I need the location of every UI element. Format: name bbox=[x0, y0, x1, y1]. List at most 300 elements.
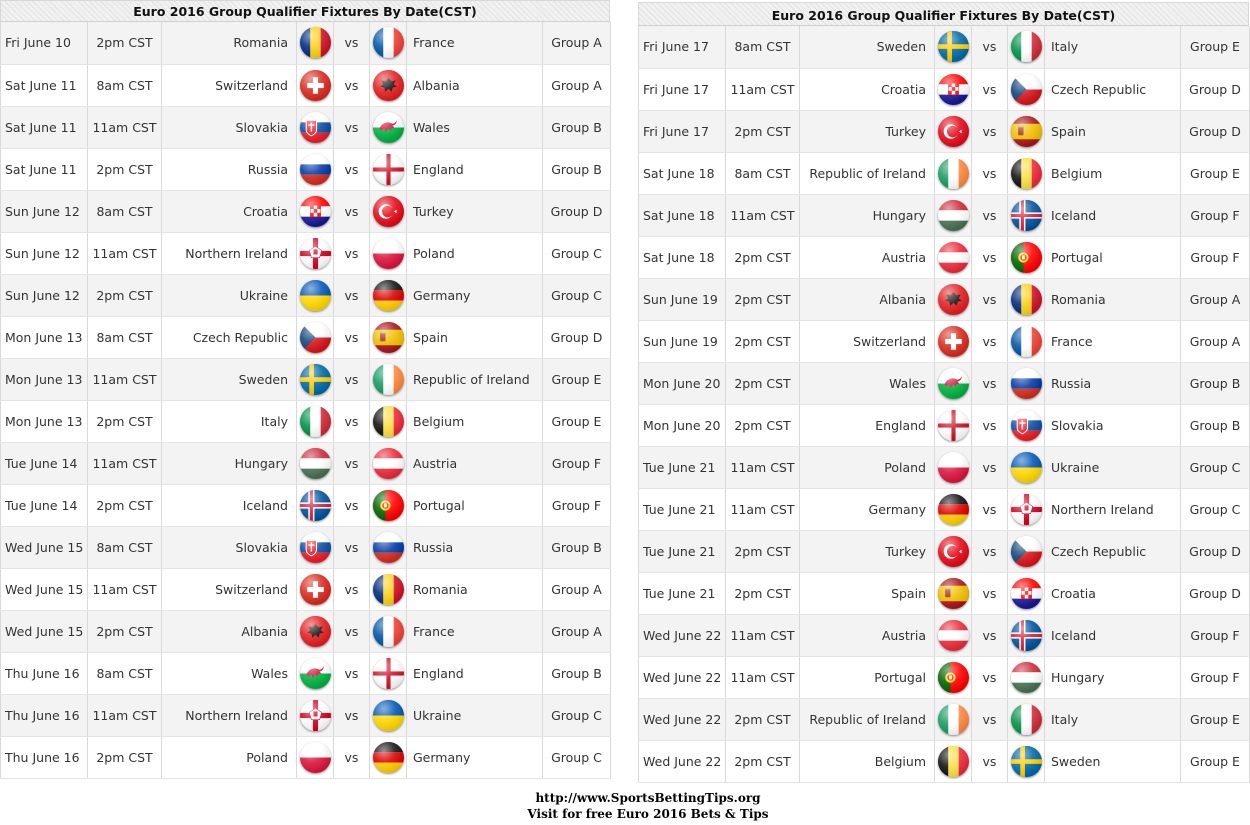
home-flag-cell bbox=[935, 152, 972, 194]
kickoff-time: 11am CST bbox=[88, 694, 162, 736]
czech-republic-flag-icon bbox=[300, 322, 331, 353]
home-flag-cell bbox=[935, 320, 972, 362]
away-flag-cell bbox=[370, 652, 407, 694]
sweden-flag-icon bbox=[1011, 746, 1042, 777]
match-date: Mon June 20 bbox=[639, 362, 726, 404]
versus-label: vs bbox=[334, 694, 370, 736]
hungary-flag-icon bbox=[938, 200, 969, 231]
away-flag-cell bbox=[1008, 404, 1045, 446]
fixture-row bbox=[639, 68, 1250, 110]
group-label: Group A bbox=[543, 568, 611, 610]
away-team-name: Italy bbox=[1045, 26, 1181, 68]
home-team-name: Spain bbox=[800, 572, 935, 614]
italy-flag-icon bbox=[300, 406, 331, 437]
away-team-name: Romania bbox=[407, 568, 543, 610]
home-flag-cell bbox=[935, 614, 972, 656]
fixture-row bbox=[1, 652, 611, 694]
match-date: Fri June 17 bbox=[639, 110, 726, 152]
slovakia-flag-icon bbox=[300, 532, 331, 563]
versus-label: vs bbox=[334, 736, 370, 778]
match-date: Tue June 21 bbox=[639, 530, 726, 572]
match-date: Fri June 10 bbox=[1, 22, 88, 64]
kickoff-time: 11am CST bbox=[726, 446, 800, 488]
group-label: Group C bbox=[1181, 446, 1250, 488]
away-team-name: France bbox=[407, 22, 543, 64]
away-flag-cell bbox=[1008, 236, 1045, 278]
kickoff-time: 2pm CST bbox=[88, 484, 162, 526]
away-flag-cell bbox=[370, 106, 407, 148]
home-team-name: Northern Ireland bbox=[162, 694, 297, 736]
group-label: Group D bbox=[1181, 572, 1250, 614]
home-flag-cell bbox=[297, 442, 334, 484]
northern-ireland-flag-icon bbox=[300, 238, 331, 269]
away-flag-cell bbox=[1008, 446, 1045, 488]
home-flag-cell bbox=[935, 362, 972, 404]
austria-flag-icon bbox=[938, 620, 969, 651]
match-date: Wed June 22 bbox=[639, 656, 726, 698]
group-label: Group F bbox=[1181, 194, 1250, 236]
fixture-row bbox=[639, 110, 1250, 152]
kickoff-time: 11am CST bbox=[726, 656, 800, 698]
group-label: Group B bbox=[543, 526, 611, 568]
home-flag-cell bbox=[935, 26, 972, 68]
poland-flag-icon bbox=[300, 742, 331, 773]
switzerland-flag-icon bbox=[300, 70, 331, 101]
footer-tagline: Visit for free Euro 2016 Bets & Tips bbox=[527, 807, 769, 821]
belgium-flag-icon bbox=[938, 746, 969, 777]
home-flag-cell bbox=[297, 736, 334, 778]
home-flag-cell bbox=[297, 694, 334, 736]
away-team-name: Iceland bbox=[1045, 194, 1181, 236]
away-flag-cell bbox=[370, 400, 407, 442]
match-date: Sat June 11 bbox=[1, 106, 88, 148]
italy-flag-icon bbox=[1011, 704, 1042, 735]
portugal-flag-icon bbox=[1011, 242, 1042, 273]
versus-label: vs bbox=[972, 740, 1008, 782]
versus-label: vs bbox=[972, 698, 1008, 740]
ukraine-flag-icon bbox=[373, 700, 404, 731]
footer-url-link[interactable]: http://www.SportsBettingTips.org bbox=[535, 791, 761, 805]
belgium-flag-icon bbox=[373, 406, 404, 437]
away-team-name: Slovakia bbox=[1045, 404, 1181, 446]
versus-label: vs bbox=[334, 610, 370, 652]
home-flag-cell bbox=[297, 610, 334, 652]
away-flag-cell bbox=[1008, 362, 1045, 404]
fixtures-table bbox=[0, 22, 611, 779]
match-date: Wed June 22 bbox=[639, 698, 726, 740]
sweden-flag-icon bbox=[300, 364, 331, 395]
kickoff-time: 11am CST bbox=[88, 106, 162, 148]
away-team-name: Spain bbox=[1045, 110, 1181, 152]
versus-label: vs bbox=[334, 64, 370, 106]
austria-flag-icon bbox=[373, 448, 404, 479]
away-flag-cell bbox=[370, 484, 407, 526]
group-label: Group B bbox=[1181, 404, 1250, 446]
versus-label: vs bbox=[972, 488, 1008, 530]
away-flag-cell bbox=[370, 22, 407, 64]
match-date: Mon June 13 bbox=[1, 358, 88, 400]
away-team-name: Republic of Ireland bbox=[407, 358, 543, 400]
away-team-name: Iceland bbox=[1045, 614, 1181, 656]
away-flag-cell bbox=[1008, 194, 1045, 236]
turkey-flag-icon bbox=[938, 536, 969, 567]
home-team-name: Turkey bbox=[800, 530, 935, 572]
versus-label: vs bbox=[334, 568, 370, 610]
home-team-name: Albania bbox=[800, 278, 935, 320]
match-date: Wed June 22 bbox=[639, 614, 726, 656]
home-team-name: Sweden bbox=[800, 26, 935, 68]
home-flag-cell bbox=[297, 316, 334, 358]
home-team-name: Switzerland bbox=[800, 320, 935, 362]
switzerland-flag-icon bbox=[300, 574, 331, 605]
away-team-name: Austria bbox=[407, 442, 543, 484]
group-label: Group C bbox=[543, 274, 611, 316]
czech-republic-flag-icon bbox=[1011, 74, 1042, 105]
group-label: Group A bbox=[1181, 320, 1250, 362]
germany-flag-icon bbox=[373, 742, 404, 773]
group-label: Group A bbox=[543, 64, 611, 106]
home-flag-cell bbox=[297, 64, 334, 106]
away-flag-cell bbox=[370, 736, 407, 778]
fixture-row bbox=[1, 400, 611, 442]
home-flag-cell bbox=[297, 568, 334, 610]
match-date: Mon June 13 bbox=[1, 400, 88, 442]
home-flag-cell bbox=[297, 106, 334, 148]
match-date: Wed June 15 bbox=[1, 568, 88, 610]
away-flag-cell bbox=[1008, 152, 1045, 194]
iceland-flag-icon bbox=[1011, 620, 1042, 651]
germany-flag-icon bbox=[938, 494, 969, 525]
fixture-row bbox=[1, 274, 611, 316]
russia-flag-icon bbox=[300, 154, 331, 185]
kickoff-time: 2pm CST bbox=[726, 740, 800, 782]
iceland-flag-icon bbox=[1011, 200, 1042, 231]
france-flag-icon bbox=[1011, 326, 1042, 357]
group-label: Group B bbox=[543, 652, 611, 694]
home-flag-cell bbox=[935, 446, 972, 488]
match-date: Sun June 19 bbox=[639, 278, 726, 320]
group-label: Group A bbox=[1181, 278, 1250, 320]
kickoff-time: 8am CST bbox=[88, 526, 162, 568]
match-date: Thu June 16 bbox=[1, 694, 88, 736]
fixture-row bbox=[1, 526, 611, 568]
fixture-row bbox=[1, 22, 611, 64]
fixtures-table bbox=[638, 26, 1250, 783]
home-flag-cell bbox=[297, 22, 334, 64]
group-label: Group E bbox=[1181, 740, 1250, 782]
albania-flag-icon bbox=[373, 70, 404, 101]
panel-title: Euro 2016 Group Qualifier Fixtures By Date(CST) bbox=[638, 2, 1249, 26]
home-flag-cell bbox=[935, 68, 972, 110]
versus-label: vs bbox=[972, 194, 1008, 236]
fixture-row bbox=[1, 106, 611, 148]
match-date: Sat June 18 bbox=[639, 194, 726, 236]
match-date: Tue June 14 bbox=[1, 484, 88, 526]
kickoff-time: 8am CST bbox=[726, 26, 800, 68]
fixture-row bbox=[639, 26, 1250, 68]
group-label: Group F bbox=[1181, 236, 1250, 278]
kickoff-time: 8am CST bbox=[726, 152, 800, 194]
home-team-name: Poland bbox=[800, 446, 935, 488]
away-team-name: Sweden bbox=[1045, 740, 1181, 782]
home-flag-cell bbox=[297, 358, 334, 400]
away-team-name: Italy bbox=[1045, 698, 1181, 740]
albania-flag-icon bbox=[938, 284, 969, 315]
home-flag-cell bbox=[297, 652, 334, 694]
away-team-name: Germany bbox=[407, 736, 543, 778]
group-label: Group D bbox=[543, 190, 611, 232]
northern-ireland-flag-icon bbox=[1011, 494, 1042, 525]
fixtures-panel-right bbox=[638, 2, 1249, 783]
group-label: Group E bbox=[543, 400, 611, 442]
match-date: Tue June 21 bbox=[639, 488, 726, 530]
away-team-name: Northern Ireland bbox=[1045, 488, 1181, 530]
croatia-flag-icon bbox=[938, 74, 969, 105]
away-team-name: England bbox=[407, 148, 543, 190]
fixture-row bbox=[1, 190, 611, 232]
match-date: Wed June 15 bbox=[1, 526, 88, 568]
home-team-name: Poland bbox=[162, 736, 297, 778]
kickoff-time: 2pm CST bbox=[726, 320, 800, 362]
home-flag-cell bbox=[935, 236, 972, 278]
match-date: Mon June 13 bbox=[1, 316, 88, 358]
versus-label: vs bbox=[972, 110, 1008, 152]
home-team-name: Portugal bbox=[800, 656, 935, 698]
fixture-row bbox=[1, 316, 611, 358]
kickoff-time: 2pm CST bbox=[88, 148, 162, 190]
match-date: Sun June 19 bbox=[639, 320, 726, 362]
kickoff-time: 8am CST bbox=[88, 652, 162, 694]
away-flag-cell bbox=[370, 526, 407, 568]
group-label: Group D bbox=[1181, 530, 1250, 572]
versus-label: vs bbox=[334, 484, 370, 526]
kickoff-time: 2pm CST bbox=[88, 22, 162, 64]
home-team-name: England bbox=[800, 404, 935, 446]
versus-label: vs bbox=[334, 526, 370, 568]
match-date: Thu June 16 bbox=[1, 736, 88, 778]
kickoff-time: 2pm CST bbox=[726, 404, 800, 446]
fixture-row bbox=[639, 656, 1250, 698]
away-team-name: Ukraine bbox=[407, 694, 543, 736]
versus-label: vs bbox=[334, 22, 370, 64]
away-team-name: Russia bbox=[407, 526, 543, 568]
group-label: Group C bbox=[543, 736, 611, 778]
group-label: Group F bbox=[543, 442, 611, 484]
versus-label: vs bbox=[334, 442, 370, 484]
home-team-name: Iceland bbox=[162, 484, 297, 526]
portugal-flag-icon bbox=[938, 662, 969, 693]
versus-label: vs bbox=[334, 232, 370, 274]
fixture-row bbox=[1, 442, 611, 484]
fixtures-panel-left bbox=[0, 0, 610, 779]
away-team-name: England bbox=[407, 652, 543, 694]
versus-label: vs bbox=[334, 106, 370, 148]
group-label: Group D bbox=[1181, 68, 1250, 110]
fixture-row bbox=[639, 572, 1250, 614]
versus-label: vs bbox=[972, 278, 1008, 320]
match-date: Thu June 16 bbox=[1, 652, 88, 694]
home-team-name: Switzerland bbox=[162, 568, 297, 610]
kickoff-time: 8am CST bbox=[88, 316, 162, 358]
kickoff-time: 11am CST bbox=[726, 194, 800, 236]
away-team-name: Russia bbox=[1045, 362, 1181, 404]
france-flag-icon bbox=[373, 27, 404, 58]
home-team-name: Turkey bbox=[800, 110, 935, 152]
fixture-row bbox=[1, 736, 611, 778]
group-label: Group F bbox=[1181, 656, 1250, 698]
match-date: Wed June 15 bbox=[1, 610, 88, 652]
versus-label: vs bbox=[972, 404, 1008, 446]
kickoff-time: 2pm CST bbox=[88, 610, 162, 652]
fixture-row bbox=[639, 530, 1250, 572]
slovakia-flag-icon bbox=[300, 112, 331, 143]
kickoff-time: 2pm CST bbox=[726, 530, 800, 572]
home-flag-cell bbox=[935, 656, 972, 698]
away-team-name: Czech Republic bbox=[1045, 530, 1181, 572]
wales-flag-icon bbox=[300, 658, 331, 689]
group-label: Group B bbox=[543, 148, 611, 190]
england-flag-icon bbox=[373, 658, 404, 689]
russia-flag-icon bbox=[1011, 368, 1042, 399]
russia-flag-icon bbox=[373, 532, 404, 563]
away-flag-cell bbox=[1008, 26, 1045, 68]
home-flag-cell bbox=[297, 400, 334, 442]
kickoff-time: 2pm CST bbox=[726, 362, 800, 404]
away-team-name: Belgium bbox=[1045, 152, 1181, 194]
kickoff-time: 2pm CST bbox=[726, 278, 800, 320]
home-flag-cell bbox=[935, 194, 972, 236]
northern-ireland-flag-icon bbox=[300, 700, 331, 731]
away-team-name: Hungary bbox=[1045, 656, 1181, 698]
away-team-name: Croatia bbox=[1045, 572, 1181, 614]
home-team-name: Czech Republic bbox=[162, 316, 297, 358]
away-team-name: Wales bbox=[407, 106, 543, 148]
away-flag-cell bbox=[1008, 530, 1045, 572]
fixture-row bbox=[639, 194, 1250, 236]
fixture-row bbox=[1, 358, 611, 400]
group-label: Group C bbox=[543, 694, 611, 736]
home-flag-cell bbox=[297, 526, 334, 568]
fixture-row bbox=[1, 148, 611, 190]
versus-label: vs bbox=[334, 148, 370, 190]
fixture-row bbox=[1, 232, 611, 274]
home-team-name: Slovakia bbox=[162, 106, 297, 148]
portugal-flag-icon bbox=[373, 490, 404, 521]
away-flag-cell bbox=[1008, 278, 1045, 320]
away-flag-cell bbox=[1008, 110, 1045, 152]
fixture-row bbox=[639, 278, 1250, 320]
romania-flag-icon bbox=[1011, 284, 1042, 315]
away-flag-cell bbox=[1008, 488, 1045, 530]
kickoff-time: 11am CST bbox=[88, 442, 162, 484]
group-label: Group D bbox=[543, 316, 611, 358]
match-date: Sat June 18 bbox=[639, 236, 726, 278]
away-flag-cell bbox=[370, 316, 407, 358]
home-flag-cell bbox=[935, 740, 972, 782]
home-team-name: Hungary bbox=[162, 442, 297, 484]
away-team-name: France bbox=[1045, 320, 1181, 362]
home-team-name: Wales bbox=[800, 362, 935, 404]
match-date: Sun June 12 bbox=[1, 274, 88, 316]
spain-flag-icon bbox=[373, 322, 404, 353]
group-label: Group F bbox=[543, 484, 611, 526]
home-team-name: Hungary bbox=[800, 194, 935, 236]
group-label: Group D bbox=[1181, 110, 1250, 152]
away-flag-cell bbox=[370, 64, 407, 106]
fixture-row bbox=[639, 488, 1250, 530]
fixture-row bbox=[639, 236, 1250, 278]
home-flag-cell bbox=[297, 148, 334, 190]
group-label: Group A bbox=[543, 610, 611, 652]
home-team-name: Croatia bbox=[800, 68, 935, 110]
hungary-flag-icon bbox=[300, 448, 331, 479]
versus-label: vs bbox=[334, 652, 370, 694]
away-flag-cell bbox=[370, 568, 407, 610]
ireland-flag-icon bbox=[938, 158, 969, 189]
group-label: Group F bbox=[1181, 614, 1250, 656]
away-flag-cell bbox=[370, 232, 407, 274]
romania-flag-icon bbox=[300, 27, 331, 58]
match-date: Sat June 11 bbox=[1, 64, 88, 106]
home-flag-cell bbox=[935, 110, 972, 152]
versus-label: vs bbox=[972, 362, 1008, 404]
away-team-name: Spain bbox=[407, 316, 543, 358]
versus-label: vs bbox=[334, 190, 370, 232]
spain-flag-icon bbox=[1011, 116, 1042, 147]
versus-label: vs bbox=[334, 274, 370, 316]
group-label: Group B bbox=[543, 106, 611, 148]
group-label: Group B bbox=[1181, 362, 1250, 404]
turkey-flag-icon bbox=[373, 196, 404, 227]
away-flag-cell bbox=[370, 148, 407, 190]
kickoff-time: 2pm CST bbox=[726, 698, 800, 740]
match-date: Tue June 21 bbox=[639, 572, 726, 614]
away-flag-cell bbox=[1008, 320, 1045, 362]
fixture-row bbox=[639, 698, 1250, 740]
kickoff-time: 2pm CST bbox=[726, 236, 800, 278]
home-team-name: Slovakia bbox=[162, 526, 297, 568]
away-team-name: Portugal bbox=[1045, 236, 1181, 278]
wales-flag-icon bbox=[373, 112, 404, 143]
away-team-name: Turkey bbox=[407, 190, 543, 232]
versus-label: vs bbox=[972, 656, 1008, 698]
turkey-flag-icon bbox=[938, 116, 969, 147]
france-flag-icon bbox=[373, 616, 404, 647]
versus-label: vs bbox=[972, 152, 1008, 194]
home-team-name: Switzerland bbox=[162, 64, 297, 106]
home-team-name: Republic of Ireland bbox=[800, 152, 935, 194]
fixture-row bbox=[639, 614, 1250, 656]
spain-flag-icon bbox=[938, 578, 969, 609]
fixture-row bbox=[639, 362, 1250, 404]
austria-flag-icon bbox=[938, 242, 969, 273]
away-flag-cell bbox=[1008, 614, 1045, 656]
away-team-name: France bbox=[407, 610, 543, 652]
italy-flag-icon bbox=[1011, 31, 1042, 62]
poland-flag-icon bbox=[373, 238, 404, 269]
home-team-name: Romania bbox=[162, 22, 297, 64]
ireland-flag-icon bbox=[938, 704, 969, 735]
match-date: Fri June 17 bbox=[639, 68, 726, 110]
group-label: Group E bbox=[543, 358, 611, 400]
versus-label: vs bbox=[972, 446, 1008, 488]
fixture-row bbox=[639, 152, 1250, 194]
poland-flag-icon bbox=[938, 452, 969, 483]
group-label: Group C bbox=[543, 232, 611, 274]
group-label: Group C bbox=[1181, 488, 1250, 530]
belgium-flag-icon bbox=[1011, 158, 1042, 189]
versus-label: vs bbox=[972, 68, 1008, 110]
